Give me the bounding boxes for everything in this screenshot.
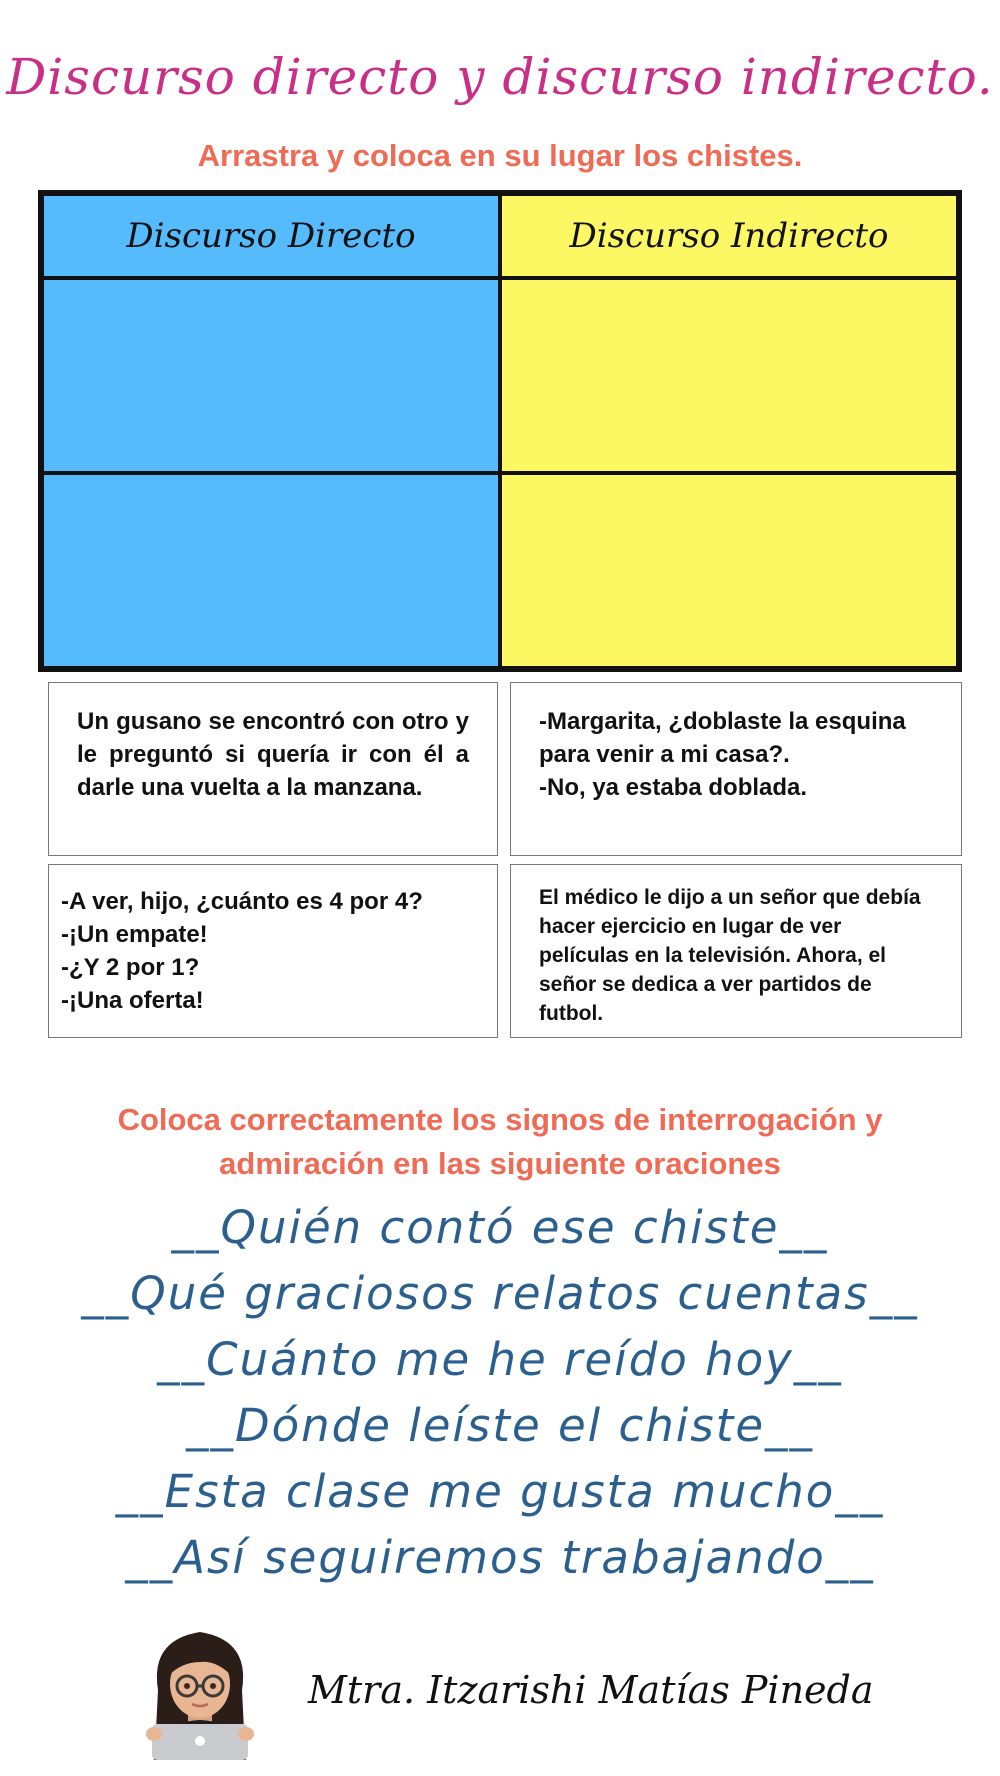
sentence-1[interactable]: __Quién contó ese chiste__	[171, 1201, 829, 1254]
header-direct: Discurso Directo	[42, 194, 500, 278]
author-signature: Mtra. Itzarishi Matías Pineda	[308, 1668, 874, 1712]
joke-text: El médico le dijo a un señor que debía hacer ejercicio en lugar de ver películas en la televisión. Ahora, el señor se dedica a ver partidos de futbol.	[539, 886, 921, 1025]
punctuation-instruction: Coloca correctamente los signos de interrogación y admiración en las siguiente oraciones	[117, 1102, 883, 1181]
joke-text: Un gusano se encontró con otro y le preguntó si quería ir con él a darle una vuelta a la manzana.	[77, 708, 469, 801]
header-indirect: Discurso Indirecto	[500, 194, 958, 278]
sentence-4[interactable]: __Dónde leíste el chiste__	[185, 1399, 815, 1452]
drop-zone-direct-1[interactable]	[42, 278, 500, 473]
joke-card-gusano[interactable]	[48, 682, 498, 856]
joke-card-medico[interactable]	[510, 864, 962, 1038]
teacher-avatar-icon	[140, 1620, 260, 1760]
joke-card-empate[interactable]	[48, 864, 498, 1038]
drag-instruction: Arrastra y coloca en su lugar los chistes.	[197, 138, 803, 173]
joke-text: -Margarita, ¿doblaste la esquina para venir a mi casa?. -No, ya estaba doblada.	[539, 708, 906, 801]
joke-card-margarita[interactable]	[510, 682, 962, 856]
joke-text: -A ver, hijo, ¿cuánto es 4 por 4? -¡Un empate! -¿Y 2 por 1? -¡Una oferta!	[61, 888, 423, 1014]
page-title: Discurso directo y discurso indirecto.	[6, 48, 994, 106]
drop-zone-direct-2[interactable]	[42, 473, 500, 668]
sentence-list	[0, 1195, 1000, 1591]
sorting-table	[38, 190, 962, 672]
drop-zone-indirect-1[interactable]	[500, 278, 958, 473]
sentence-5[interactable]: __Esta clase me gusta mucho__	[115, 1465, 885, 1518]
sentence-3[interactable]: __Cuánto me he reído hoy__	[157, 1333, 843, 1386]
sentence-6[interactable]: __Así seguiremos trabajando__	[125, 1531, 875, 1584]
drop-zone-indirect-2[interactable]	[500, 473, 958, 668]
sentence-2[interactable]: __Qué graciosos relatos cuentas__	[81, 1267, 919, 1320]
